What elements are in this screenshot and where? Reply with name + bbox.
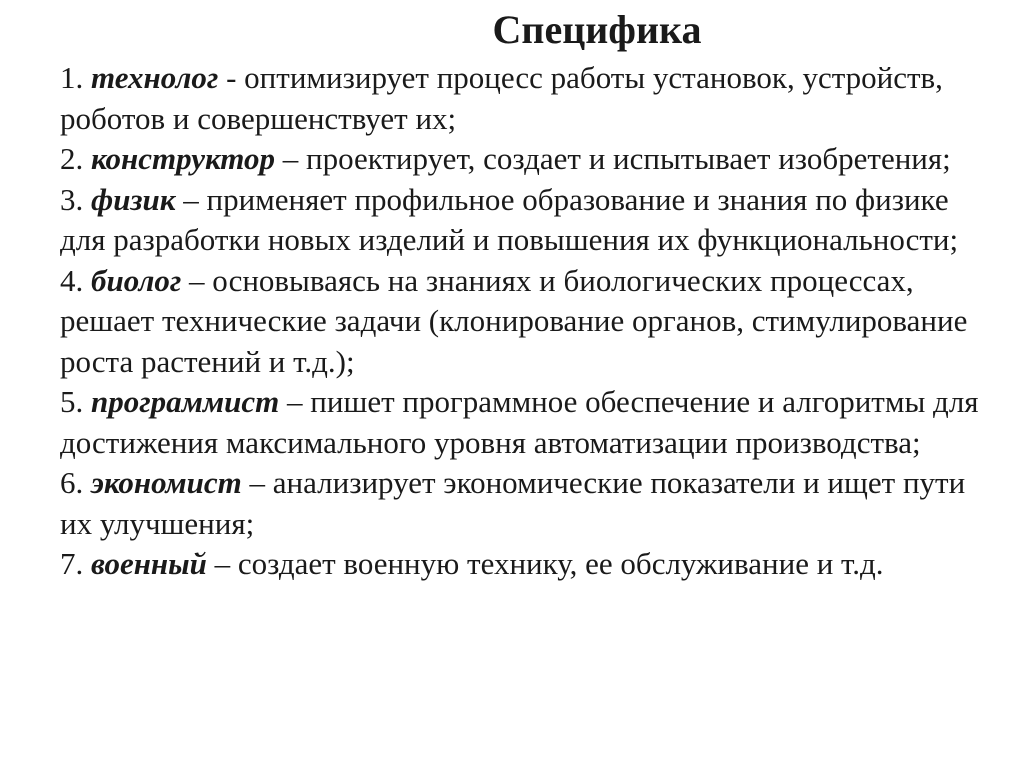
slide-title: Специфика — [492, 7, 702, 52]
item-term: биолог — [91, 262, 182, 298]
item-number: 4. — [60, 262, 91, 298]
item-number: 6. — [60, 465, 91, 500]
professions-list — [60, 58, 980, 585]
item-term: военный — [91, 546, 207, 581]
item-number: 1. — [60, 60, 91, 95]
list-item — [60, 261, 980, 383]
list-item — [60, 139, 980, 180]
item-number: 7. — [60, 546, 91, 581]
item-term: экономист — [91, 465, 242, 500]
item-number: 2. — [60, 141, 91, 176]
item-description: – применяет профильное образование и знания по физике для разработки новых изделий и повышения их функциональности; — [60, 181, 959, 257]
item-description: – основываясь на знаниях и биологических процессах, решает технические задачи (клонирование органов, стимулирование роста растений и т.д.); — [60, 262, 968, 379]
item-description: – пишет программное обеспечение и алгоритмы для достижения максимального уровня автоматизации производства; — [60, 384, 979, 460]
item-term: программист — [91, 384, 280, 419]
list-item — [60, 180, 980, 261]
item-description: - оптимизирует процесс работы установок, устройств, роботов и совершенствует их; — [60, 60, 943, 136]
item-number: 5. — [60, 384, 91, 419]
list-item — [60, 382, 980, 463]
list-item — [60, 544, 980, 585]
item-description: – создает военную технику, ее обслуживание и т.д. — [206, 546, 884, 581]
item-term: конструктор — [91, 141, 275, 176]
item-description: – проектирует, создает и испытывает изобретения; — [274, 141, 951, 176]
item-term: технолог — [91, 60, 219, 95]
item-term: физик — [91, 181, 176, 217]
item-number: 3. — [60, 181, 91, 217]
item-description: – анализирует экономические показатели и ищет пути их улучшения; — [60, 465, 966, 541]
list-item — [60, 58, 980, 139]
list-item — [60, 463, 980, 544]
